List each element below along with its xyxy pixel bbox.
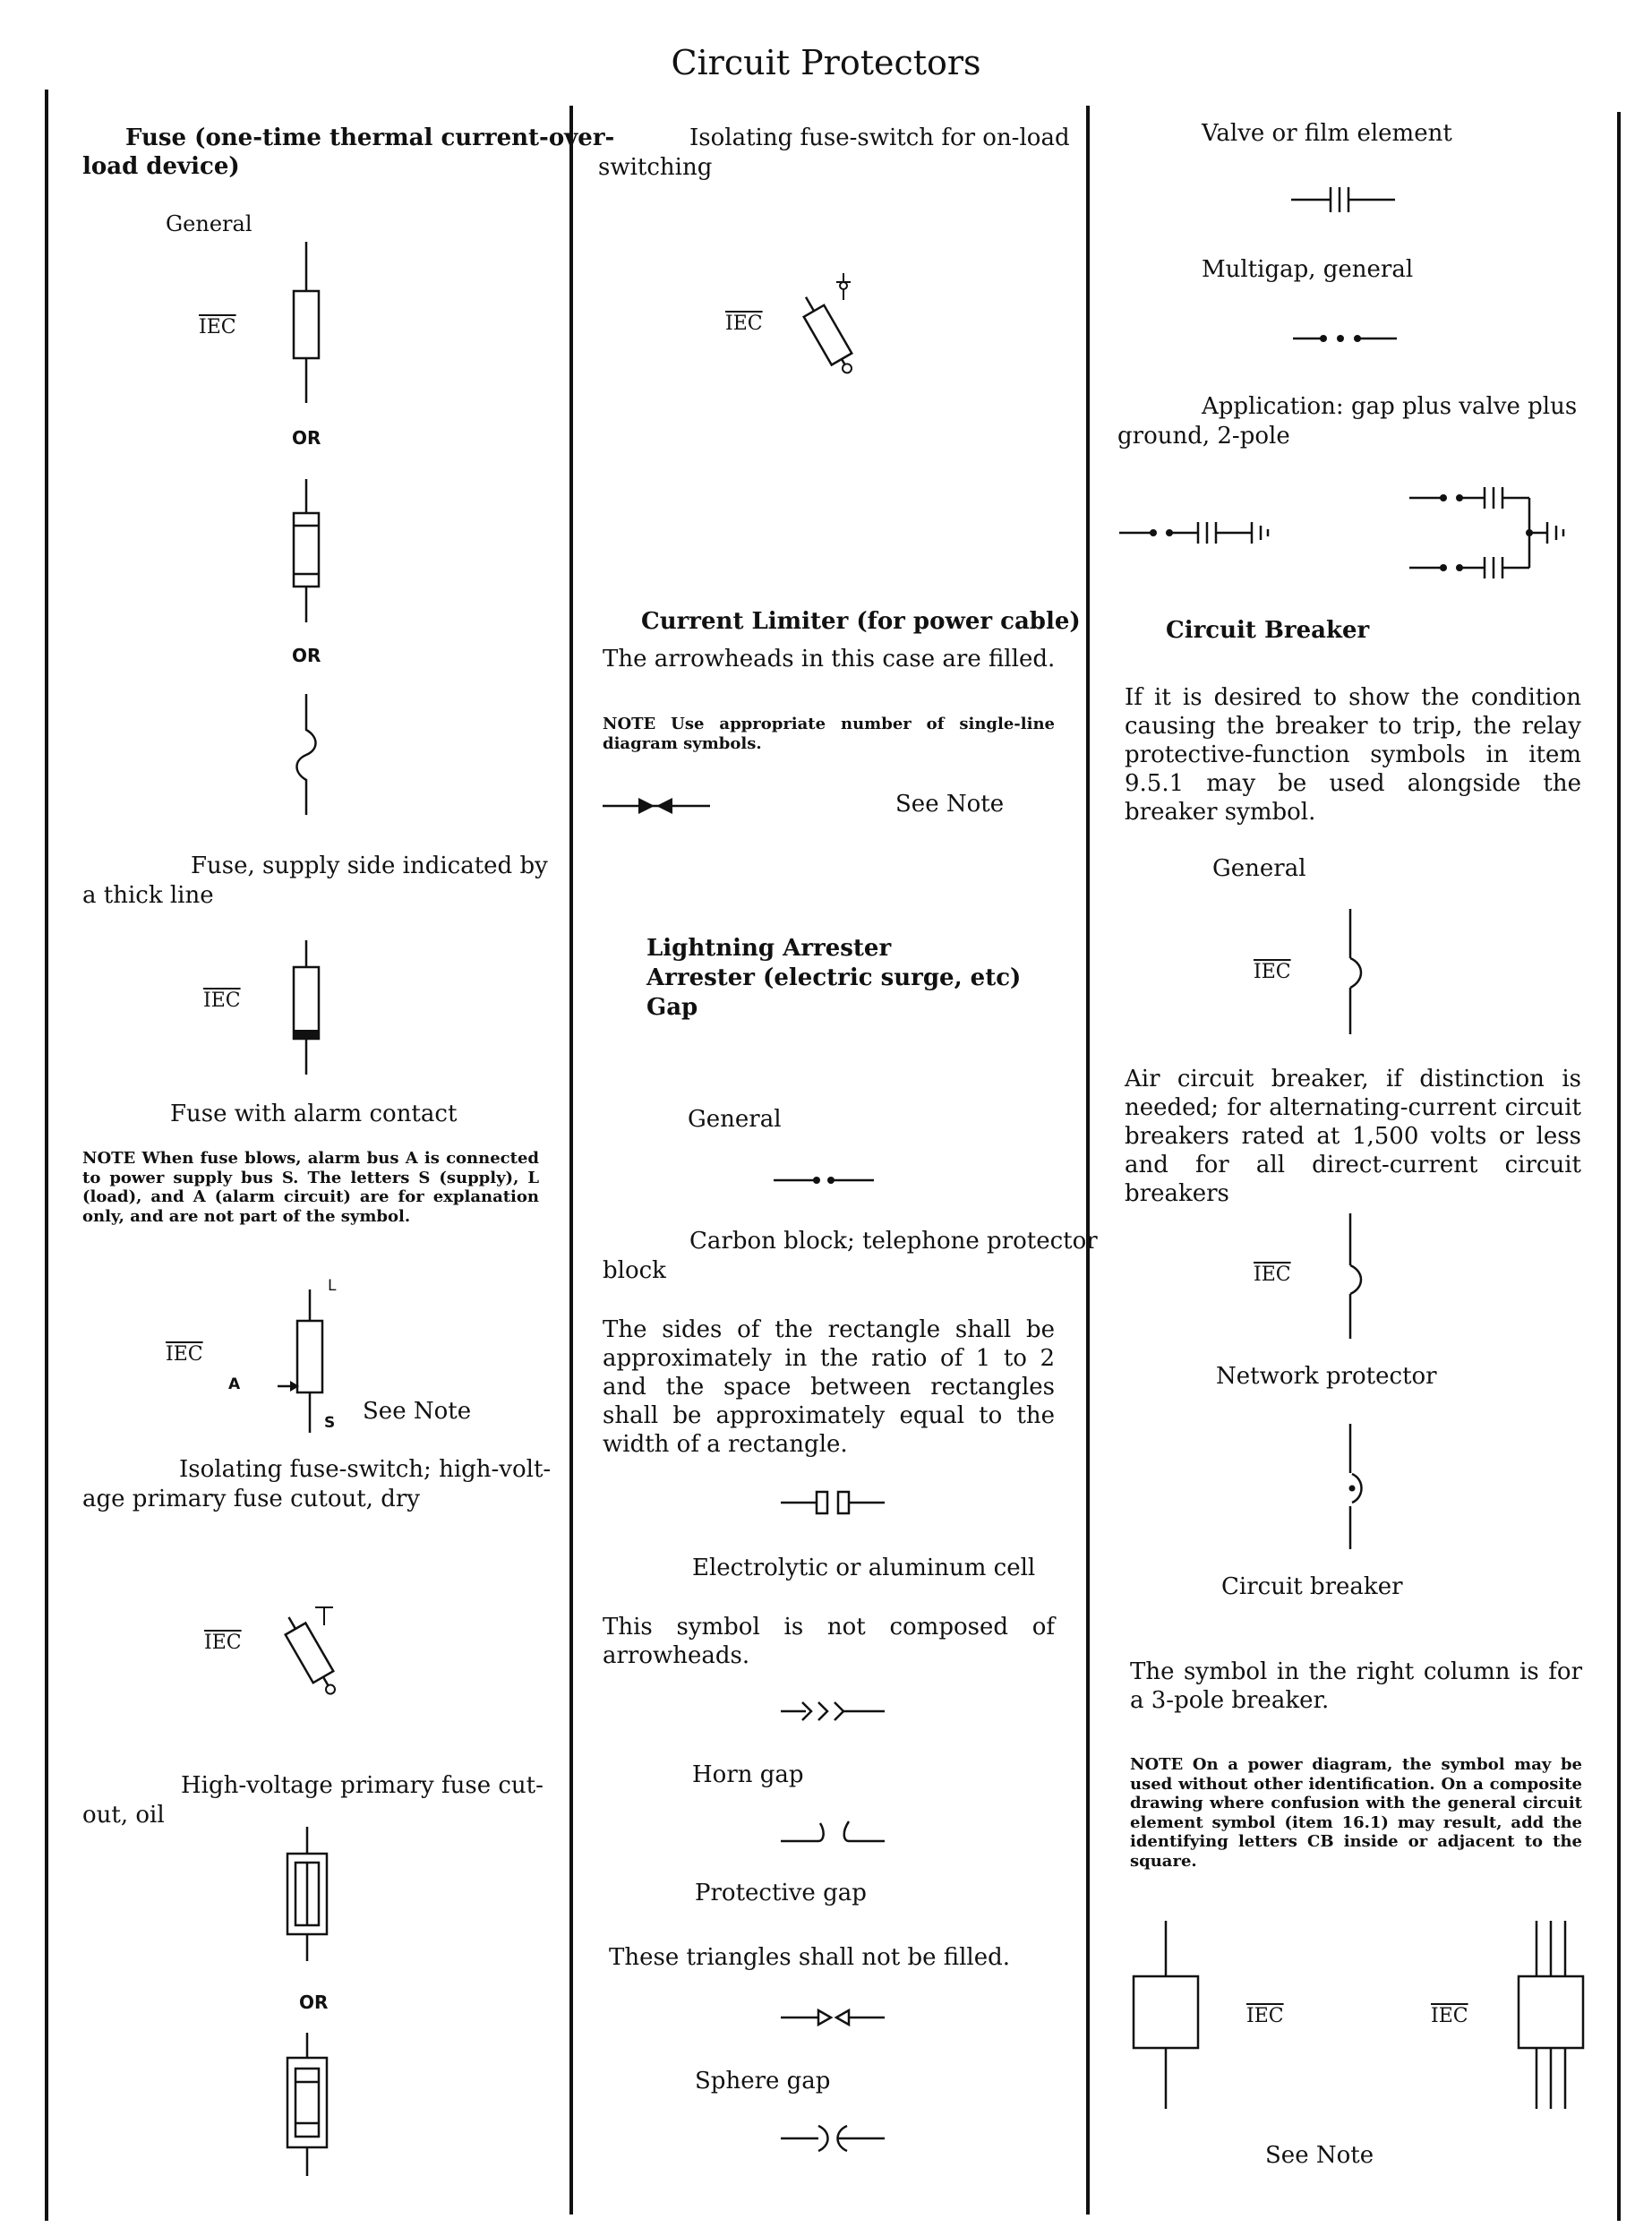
sphere-gap-symbol: [779, 2122, 886, 2155]
or-label: OR: [292, 427, 321, 449]
lightning-arrester-heading: Lightning Arrester: [646, 935, 892, 962]
electrolytic-cell-symbol: [779, 1698, 886, 1725]
circuit-breaker-description: If it is desired to show the condition causing the breaker to trip, the relay protective-function symbols in item 9.5.1 may be used alongside the breaker symbol.: [1125, 684, 1581, 826]
page-title: Circuit Protectors: [671, 43, 981, 82]
electrolytic-cell-label: Electrolytic or aluminum cell: [692, 1555, 1036, 1581]
air-circuit-breaker-text: Air circuit breaker, if distinction is needed; for alternating-current circuit breakers rated at 1,500 volts or less and for all direct-current circuit breakers: [1125, 1066, 1581, 1207]
alarm-contact-heading: Fuse with alarm contact: [170, 1101, 458, 1127]
isolating-fuse-switch-symbol: [269, 1589, 358, 1706]
iec-label: $\overline{IEC}$: [725, 313, 763, 335]
supply-side-line2: a thick line: [82, 882, 214, 909]
or-label: OR: [292, 645, 321, 666]
network-protector-label: Network protector: [1216, 1363, 1437, 1390]
iec-label: $\overline{IEC}$: [203, 989, 241, 1012]
fuse-banded-symbol: [288, 479, 324, 622]
hv-oil-line1: High-voltage primary fuse cut-: [181, 1772, 544, 1799]
alarm-note: NOTE When fuse blows, alarm bus A is connected to power supply bus S. The letters S (supply), L (load), and A (alarm circuit) are for explanation only, and are not part of the symbol.: [82, 1149, 539, 1226]
electrolytic-description: This symbol is not composed of arrowheads.: [603, 1614, 1055, 1669]
iec-label: $\overline{IEC}$: [204, 1632, 242, 1654]
application-single-line-symbol: [1117, 517, 1305, 549]
circuit-breaker-single-pole-symbol: [1130, 1921, 1202, 2109]
see-note-label: See Note: [363, 1398, 472, 1425]
onload-fuse-switch-symbol: [788, 264, 877, 398]
protective-gap-label: Protective gap: [695, 1880, 867, 1906]
iec-label: $\overline{IEC}$: [1246, 2005, 1284, 2027]
fuse-general-label: General: [166, 211, 253, 236]
see-note-label: See Note: [895, 791, 1005, 818]
application-line1: Application: gap plus valve plus: [1202, 393, 1578, 420]
column-rule-right: [1617, 112, 1621, 2221]
horn-gap-symbol: [779, 1816, 886, 1846]
multigap-symbol: [1289, 330, 1401, 347]
fuse-s-curve-symbol: [288, 694, 324, 815]
protective-gap-symbol: [779, 2004, 886, 2031]
three-pole-description: The symbol in the right column is for a 3-pole breaker.: [1130, 1658, 1582, 1714]
or-label: OR: [299, 1992, 329, 2013]
current-limiter-heading: Current Limiter (for power cable): [641, 608, 1081, 635]
fuse-heading-line1: Fuse (one-time thermal current-over-: [125, 124, 615, 151]
network-protector-symbol: [1338, 1424, 1374, 1549]
carbon-block-line2: block: [603, 1257, 666, 1284]
hv-oil-fuse-alt-symbol: [285, 2033, 330, 2176]
gap-heading: Gap: [646, 994, 698, 1021]
iec-label: $\overline{IEC}$: [1431, 2005, 1468, 2027]
fuse-heading-line2: load device): [82, 153, 240, 180]
label-L: L: [328, 1277, 337, 1295]
horn-gap-label: Horn gap: [692, 1761, 804, 1788]
supply-side-line1: Fuse, supply side indicated by: [191, 852, 548, 879]
sphere-gap-label: Sphere gap: [695, 2068, 831, 2095]
triangles-description: These triangles shall not be filled.: [609, 1944, 1011, 1971]
isolating-switch-line1: Isolating fuse-switch; high-volt-: [179, 1456, 552, 1483]
air-circuit-breaker-symbol: [1338, 1213, 1374, 1339]
isolating-switch-line2: age primary fuse cutout, dry: [82, 1486, 420, 1512]
application-line2: ground, 2-pole: [1117, 423, 1290, 450]
current-limiter-symbol: [603, 792, 710, 819]
carbon-block-description: The sides of the rectangle shall be approximately in the ratio of 1 to 2 and the space between rectangles shall be approximately equal to the width of a rectangle.: [603, 1316, 1055, 1458]
valve-element-label: Valve or film element: [1202, 120, 1452, 147]
breaker-general-label: General: [1212, 855, 1306, 882]
circuit-breaker-heading: Circuit Breaker: [1166, 617, 1370, 644]
arrowheads-filled-text: The arrowheads in this case are filled.: [603, 646, 1056, 673]
iec-label: $\overline{IEC}$: [1254, 1264, 1291, 1286]
gap-general-label: General: [688, 1106, 782, 1133]
application-2-pole-symbol: [1408, 484, 1587, 582]
label-S: S: [324, 1414, 336, 1432]
iec-label: $\overline{IEC}$: [199, 316, 236, 338]
circuit-breaker-3-pole-symbol: [1515, 1921, 1587, 2109]
iec-label: $\overline{IEC}$: [1254, 961, 1291, 983]
multigap-label: Multigap, general: [1202, 256, 1414, 283]
carbon-block-line1: Carbon block; telephone protector: [689, 1228, 1098, 1255]
valve-element-symbol: [1289, 184, 1397, 216]
limiter-note: NOTE Use appropriate number of single-line diagram symbols.: [603, 715, 1055, 753]
circuit-breaker-label: Circuit breaker: [1221, 1573, 1403, 1600]
column-rule-left: [45, 90, 48, 2221]
hv-oil-fuse-symbol: [285, 1827, 330, 1961]
circuit-breaker-note: NOTE On a power diagram, the symbol may be used without other identification. On a composite drawing where confusion with the general circuit element symbol (item 16.1) may result, add the identifying letters CB inside or adjacent to the square.: [1130, 1755, 1582, 1871]
breaker-general-symbol: [1338, 909, 1374, 1034]
see-note-label: See Note: [1265, 2142, 1374, 2169]
iec-label: $\overline{IEC}$: [166, 1343, 203, 1366]
fuse-alarm-contact-symbol: [260, 1289, 358, 1451]
column-rule-1: [569, 106, 573, 2215]
onload-switch-line1: Isolating fuse-switch for on-load: [689, 124, 1070, 151]
column-rule-2: [1086, 106, 1090, 2215]
fuse-rectangle-symbol: [288, 242, 324, 403]
onload-switch-line2: switching: [598, 154, 713, 181]
arrester-heading: Arrester (electric surge, etc): [646, 964, 1022, 991]
hv-oil-line2: out, oil: [82, 1802, 165, 1829]
label-A: A: [228, 1375, 241, 1393]
fuse-supply-side-symbol: [288, 940, 324, 1075]
gap-general-symbol: [770, 1171, 877, 1189]
carbon-block-symbol: [779, 1486, 886, 1519]
